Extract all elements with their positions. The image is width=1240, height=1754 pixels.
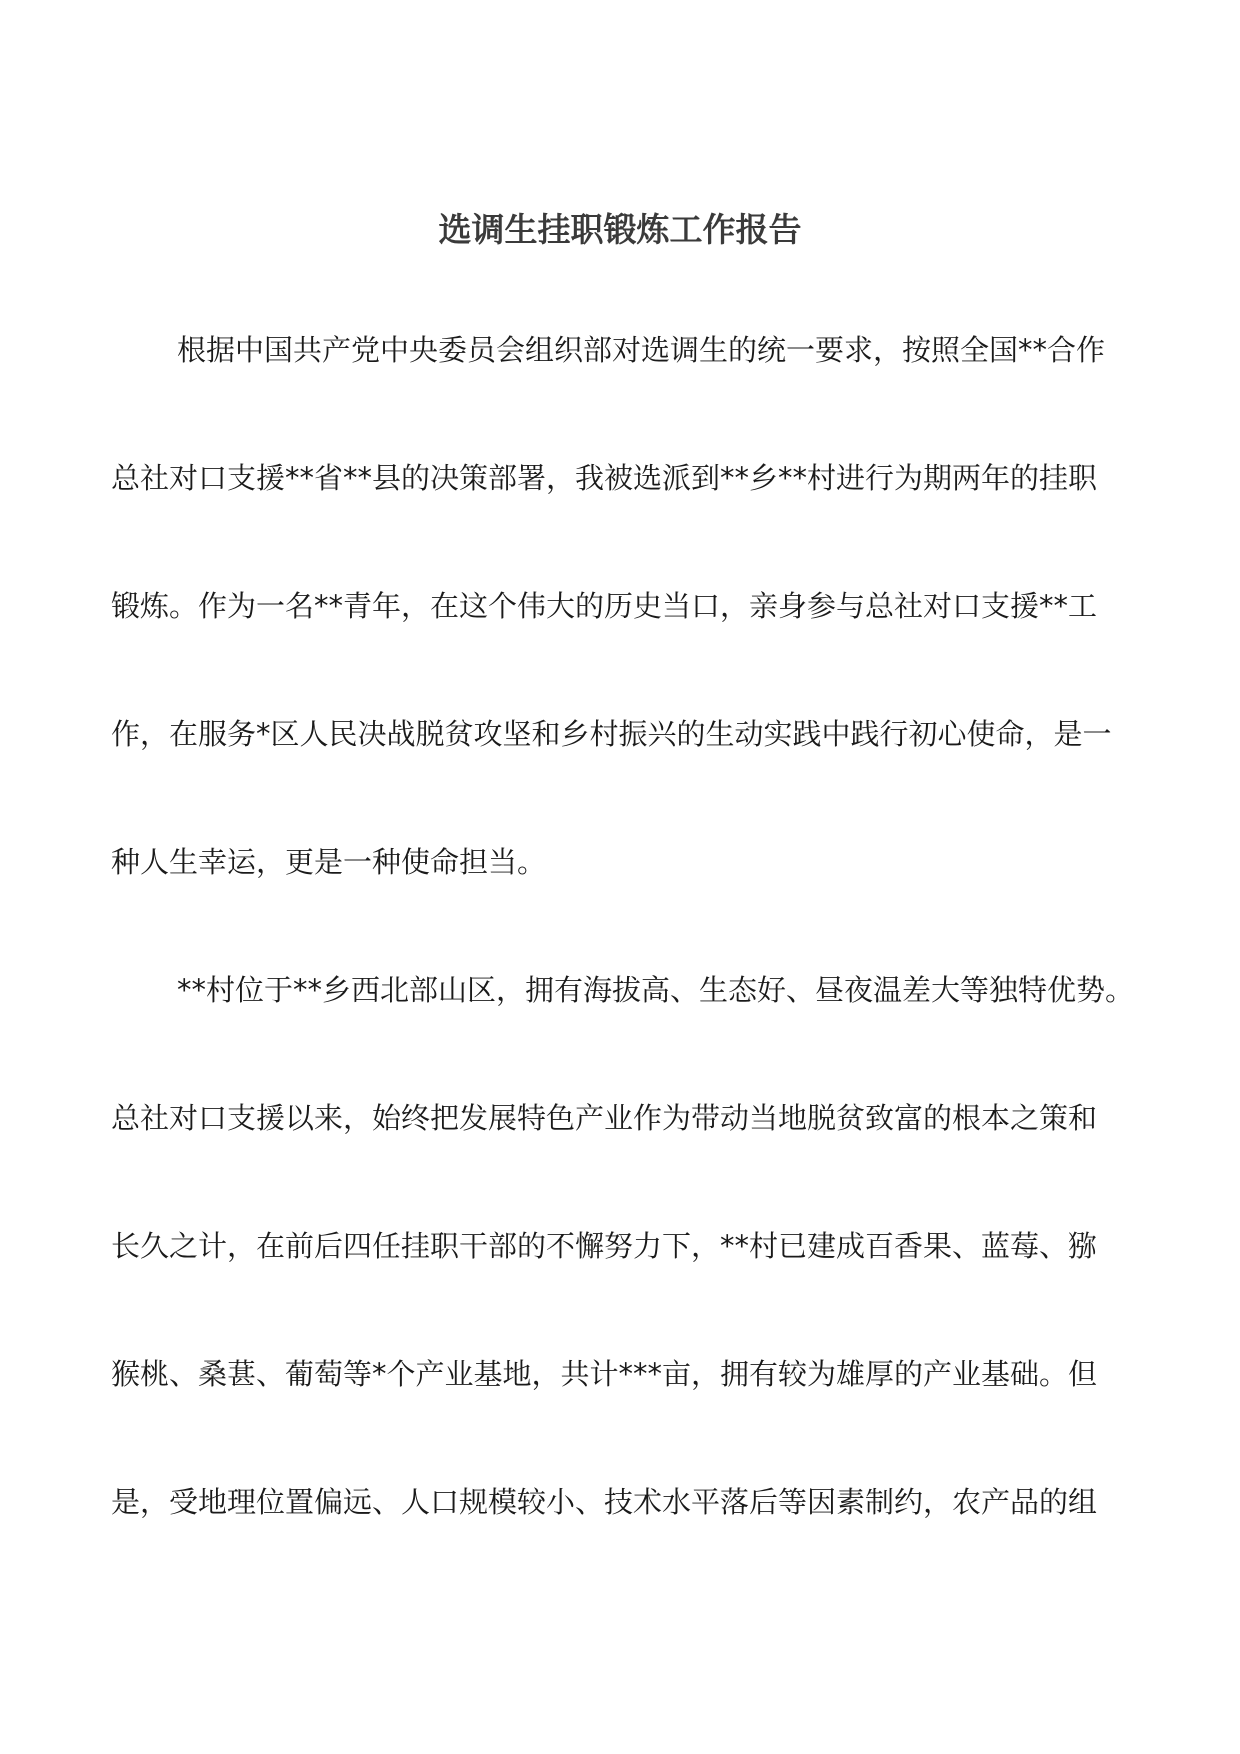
paragraph-1-line-1: 根据中国共产党中央委员会组织部对选调生的统一要求，按照全国**合作 xyxy=(177,333,1106,367)
paragraph-1-line-2: 总社对口支援**省**县的决策部署，我被选派到**乡**村进行为期两年的挂职 xyxy=(111,461,1098,495)
paragraph-2-line-5: 是，受地理位置偏远、人口规模较小、技术水平落后等因素制约，农产品的组 xyxy=(111,1485,1098,1519)
paragraph-2-line-2: 总社对口支援以来，始终把发展特色产业作为带动当地脱贫致富的根本之策和 xyxy=(111,1101,1098,1135)
document-title: 选调生挂职锻炼工作报告 xyxy=(438,210,802,249)
paragraph-1-line-5: 种人生幸运，更是一种使命担当。 xyxy=(111,845,547,879)
paragraph-1-line-4: 作，在服务*区人民决战脱贫攻坚和乡村振兴的生动实践中践行初心使命，是一 xyxy=(111,717,1112,751)
paragraph-2-line-3: 长久之计，在前后四任挂职干部的不懈努力下，**村已建成百香果、蓝莓、猕 xyxy=(111,1229,1098,1263)
paragraph-1-line-3: 锻炼。作为一名**青年，在这个伟大的历史当口，亲身参与总社对口支援**工 xyxy=(111,589,1098,623)
paragraph-2-line-1: **村位于**乡西北部山区，拥有海拔高、生态好、昼夜温差大等独特优势。 xyxy=(177,973,1135,1007)
paragraph-2-line-4: 猴桃、桑葚、葡萄等*个产业基地，共计***亩，拥有较为雄厚的产业基础。但 xyxy=(111,1357,1098,1391)
